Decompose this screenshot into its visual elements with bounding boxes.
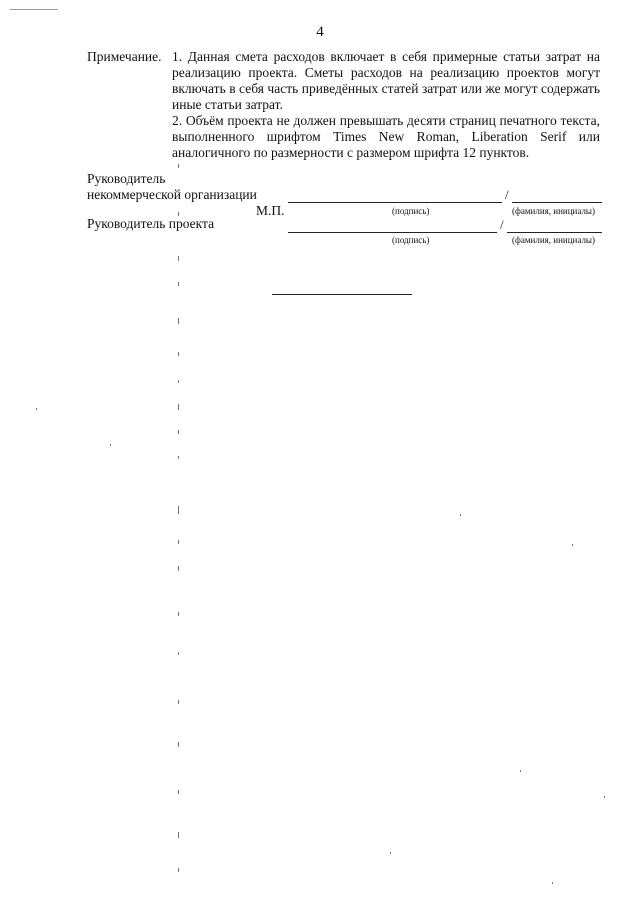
closing-rule	[272, 294, 412, 295]
org-head-label-line1: Руководитель	[87, 171, 166, 186]
page-number: 4	[316, 24, 324, 40]
project-head-name-caption: (фамилия, инициалы)	[512, 235, 595, 245]
project-head-label: Руководитель проекта	[87, 216, 215, 231]
note-item-2: 2. Объём проекта не должен превышать десяти страниц печатного текста, выполненного шрифтом Times New Roman, Liberation Serif или аналогичного по размерности с размером шрифта 12 пунктов.	[172, 113, 600, 160]
org-head-separator: /	[505, 187, 509, 202]
project-head-name-line	[507, 232, 602, 233]
org-head-label-line2: некоммерческой организации	[87, 187, 257, 202]
seal-label: М.П.	[256, 203, 285, 218]
org-head-name-caption: (фамилия, инициалы)	[512, 206, 595, 216]
org-head-name-line	[512, 202, 602, 203]
note-item-1: 1. Данная смета расходов включает в себя примерные статьи затрат на реализацию проекта. Сметы расходов на реализацию проектов могут включать в себя часть приведённых статей затрат или же могут содержать иные статьи затрат.	[172, 49, 600, 112]
note-label: Примечание.	[87, 49, 162, 64]
project-head-signature-line	[288, 232, 497, 233]
org-head-signature-caption: (подпись)	[392, 206, 430, 216]
note-body	[172, 49, 600, 161]
project-head-separator: /	[500, 217, 504, 232]
org-head-signature-line	[288, 202, 502, 203]
project-head-signature-caption: (подпись)	[392, 235, 430, 245]
